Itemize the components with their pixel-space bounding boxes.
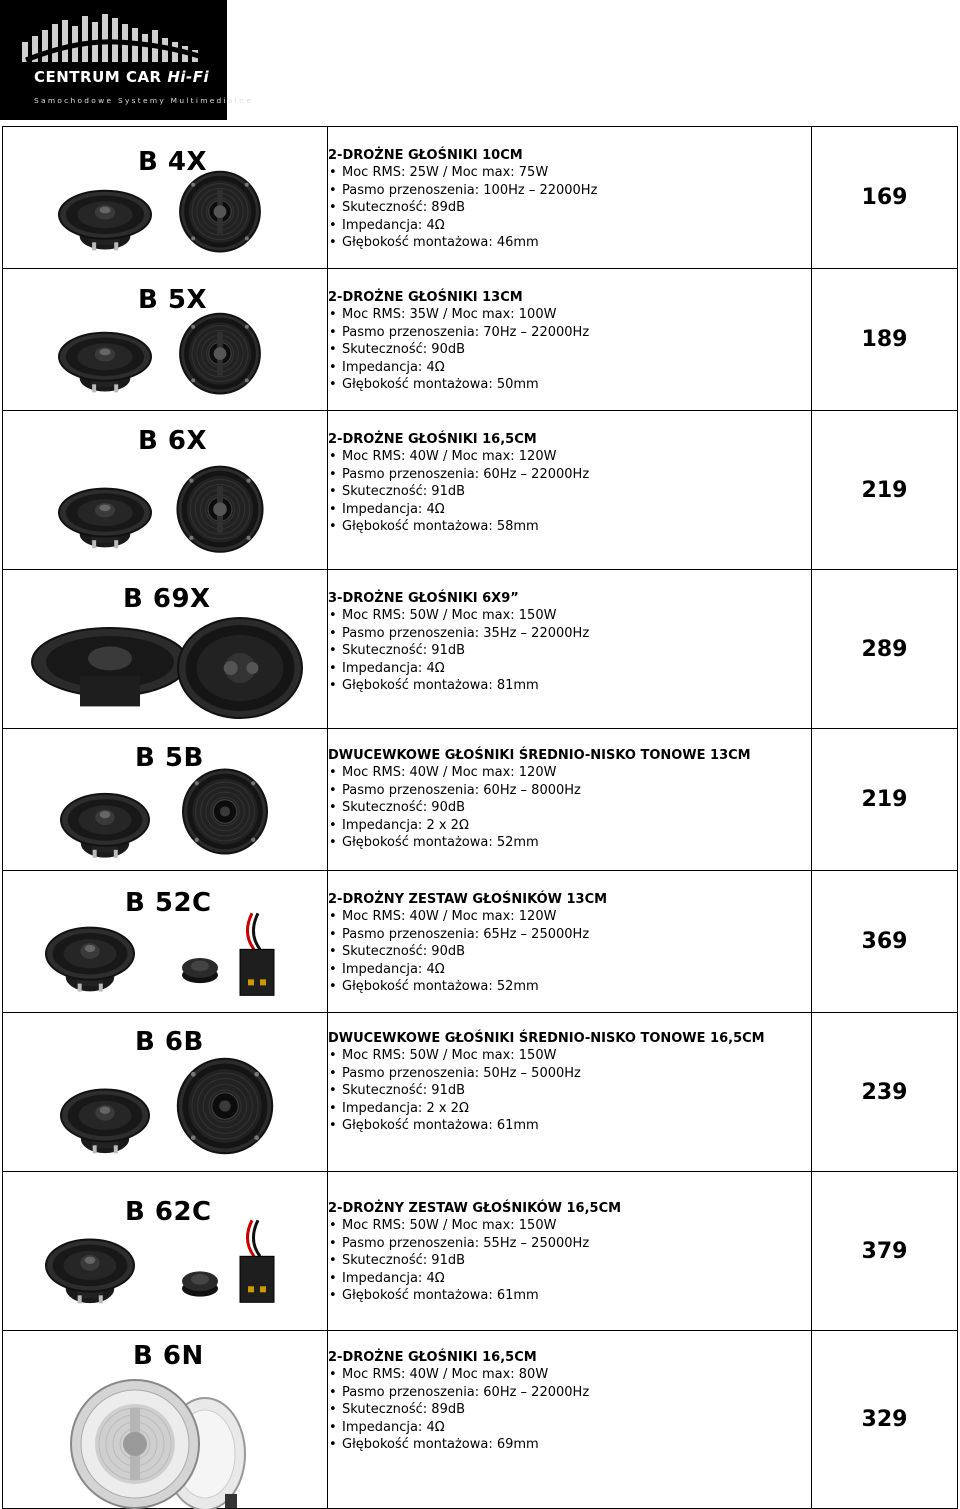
spec-item: • Głębokość montażowa: 50mm [328,376,811,394]
component-set-icon [15,1202,315,1328]
spec-list [328,607,811,695]
product-title: DWUCEWKOWE GŁOŚNIKI ŚREDNIO-NISKO TONOWE 13CM [328,748,751,763]
product-image-cell [3,411,328,570]
spec-item: • Pasmo przenoszenia: 50Hz – 5000Hz [328,1065,811,1083]
spec-item: • Głębokość montażowa: 69mm [328,1436,811,1454]
product-model: B 62C [125,1197,212,1227]
spec-item: • Skuteczność: 91dB [328,483,811,501]
product-description [328,269,812,411]
product-title: 2-DROŻNE GŁOŚNIKI 16,5CM [328,432,537,447]
product-description [328,729,812,871]
spec-item: • Pasmo przenoszenia: 35Hz – 22000Hz [328,625,811,643]
product-description [328,871,812,1013]
product-model: B 5X [138,285,208,315]
product-image-cell [3,1013,328,1172]
product-model: B 6B [135,1027,204,1057]
spec-list [328,164,811,252]
coaxial-speaker-pair-icon [15,451,315,567]
spec-item: • Moc RMS: 50W / Moc max: 150W [328,1217,811,1235]
product-image-cell [3,570,328,729]
product-description [328,127,812,269]
product-image-cell [3,729,328,871]
product-title: 2-DROŻNE GŁOŚNIKI 10CM [328,148,523,163]
spec-item: • Skuteczność: 90dB [328,943,811,961]
product-price: 369 [812,871,958,1013]
spec-item: • Pasmo przenoszenia: 70Hz – 22000Hz [328,324,811,342]
spec-item: • Skuteczność: 90dB [328,799,811,817]
spec-item: • Moc RMS: 50W / Moc max: 150W [328,607,811,625]
component-set-icon [15,897,315,1010]
table-row [3,269,958,411]
product-description [328,411,812,570]
spec-item: • Moc RMS: 50W / Moc max: 150W [328,1047,811,1065]
product-description [328,570,812,729]
spec-item: • Głębokość montażowa: 46mm [328,234,811,252]
spec-item: • Głębokość montażowa: 61mm [328,1287,811,1305]
product-title: 2-DROŻNE GŁOŚNIKI 13CM [328,290,523,305]
spec-item: • Głębokość montażowa: 52mm [328,834,811,852]
spec-list [328,306,811,394]
table-row [3,1331,958,1509]
product-price: 329 [812,1331,958,1509]
spec-item: • Pasmo przenoszenia: 60Hz – 22000Hz [328,466,811,484]
midbass-speaker-pair-icon [15,1047,315,1169]
marine-speaker-icon [15,1373,315,1506]
spec-item: • Głębokość montażowa: 52mm [328,978,811,996]
spec-item: • Moc RMS: 40W / Moc max: 120W [328,448,811,466]
spec-item: • Impedancja: 4Ω [328,359,811,377]
spec-item: • Impedancja: 2 x 2Ω [328,817,811,835]
product-image-cell [3,1331,328,1509]
product-price: 169 [812,127,958,269]
table-row [3,570,958,729]
product-title: 2-DROŻNY ZESTAW GŁOŚNIKÓW 16,5CM [328,1201,622,1216]
product-model: B 4X [138,147,208,177]
product-image-cell [3,127,328,269]
product-title: 2-DROŻNE GŁOŚNIKI 16,5CM [328,1350,537,1365]
spec-item: • Pasmo przenoszenia: 60Hz – 8000Hz [328,782,811,800]
spec-list [328,448,811,536]
spec-item: • Głębokość montażowa: 81mm [328,677,811,695]
table-row [3,729,958,871]
product-description [328,1331,812,1509]
equalizer-bars-icon [16,12,216,62]
product-description [328,1172,812,1331]
spec-item: • Skuteczność: 91dB [328,1082,811,1100]
product-title: DWUCEWKOWE GŁOŚNIKI ŚREDNIO-NISKO TONOWE 16,5CM [328,1031,765,1046]
coaxial-speaker-pair-icon [15,157,315,266]
spec-list [328,1217,811,1305]
product-description [328,1013,812,1172]
spec-item: • Pasmo przenoszenia: 65Hz – 25000Hz [328,926,811,944]
spec-list [328,764,811,852]
spec-item: • Impedancja: 4Ω [328,660,811,678]
spec-item: • Moc RMS: 35W / Moc max: 100W [328,306,811,324]
table-row [3,1172,958,1331]
spec-item: • Impedancja: 4Ω [328,1419,811,1437]
brand-name: CENTRUM CAR Hi-Fi [34,68,210,86]
product-price: 189 [812,269,958,411]
product-model: B 69X [123,584,211,614]
product-price: 289 [812,570,958,729]
product-price: 239 [812,1013,958,1172]
table-row [3,411,958,570]
spec-item: • Pasmo przenoszenia: 100Hz – 22000Hz [328,182,811,200]
spec-item: • Impedancja: 4Ω [328,217,811,235]
oval-speaker-pair-icon [15,602,315,726]
product-model: B 52C [125,888,212,918]
product-image-cell [3,1172,328,1331]
product-price: 219 [812,411,958,570]
brand-tagline: Samochodowe Systemy Multimedialne [34,96,253,105]
spec-item: • Pasmo przenoszenia: 55Hz – 25000Hz [328,1235,811,1253]
spec-item: • Pasmo przenoszenia: 60Hz – 22000Hz [328,1384,811,1402]
spec-item: • Moc RMS: 25W / Moc max: 75W [328,164,811,182]
table-row [3,871,958,1013]
product-table [2,126,958,1509]
spec-list [328,1366,811,1454]
spec-item: • Skuteczność: 89dB [328,199,811,217]
product-model: B 6X [138,426,208,456]
coaxial-speaker-pair-icon [15,299,315,408]
product-model: B 5B [135,743,204,773]
product-price: 379 [812,1172,958,1331]
spec-item: • Impedancja: 4Ω [328,1270,811,1288]
spec-item: • Skuteczność: 90dB [328,341,811,359]
spec-item: • Skuteczność: 89dB [328,1401,811,1419]
spec-item: • Skuteczność: 91dB [328,642,811,660]
spec-item: • Głębokość montażowa: 61mm [328,1117,811,1135]
spec-item: • Moc RMS: 40W / Moc max: 120W [328,908,811,926]
spec-list [328,1047,811,1135]
spec-list [328,908,811,996]
spec-item: • Moc RMS: 40W / Moc max: 120W [328,764,811,782]
table-row [3,1013,958,1172]
spec-item: • Moc RMS: 40W / Moc max: 80W [328,1366,811,1384]
spec-item: • Skuteczność: 91dB [328,1252,811,1270]
product-image-cell [3,871,328,1013]
table-row [3,127,958,269]
spec-item: • Impedancja: 2 x 2Ω [328,1100,811,1118]
product-title: 2-DROŻNY ZESTAW GŁOŚNIKÓW 13CM [328,892,608,907]
product-model: B 6N [133,1341,204,1371]
spec-item: • Impedancja: 4Ω [328,501,811,519]
midbass-speaker-pair-icon [15,759,315,868]
product-price: 219 [812,729,958,871]
product-image-cell [3,269,328,411]
spec-item: • Impedancja: 4Ω [328,961,811,979]
spec-item: • Głębokość montażowa: 58mm [328,518,811,536]
product-title: 3-DROŻNE GŁOŚNIKI 6X9” [328,591,519,606]
logo [0,0,253,120]
